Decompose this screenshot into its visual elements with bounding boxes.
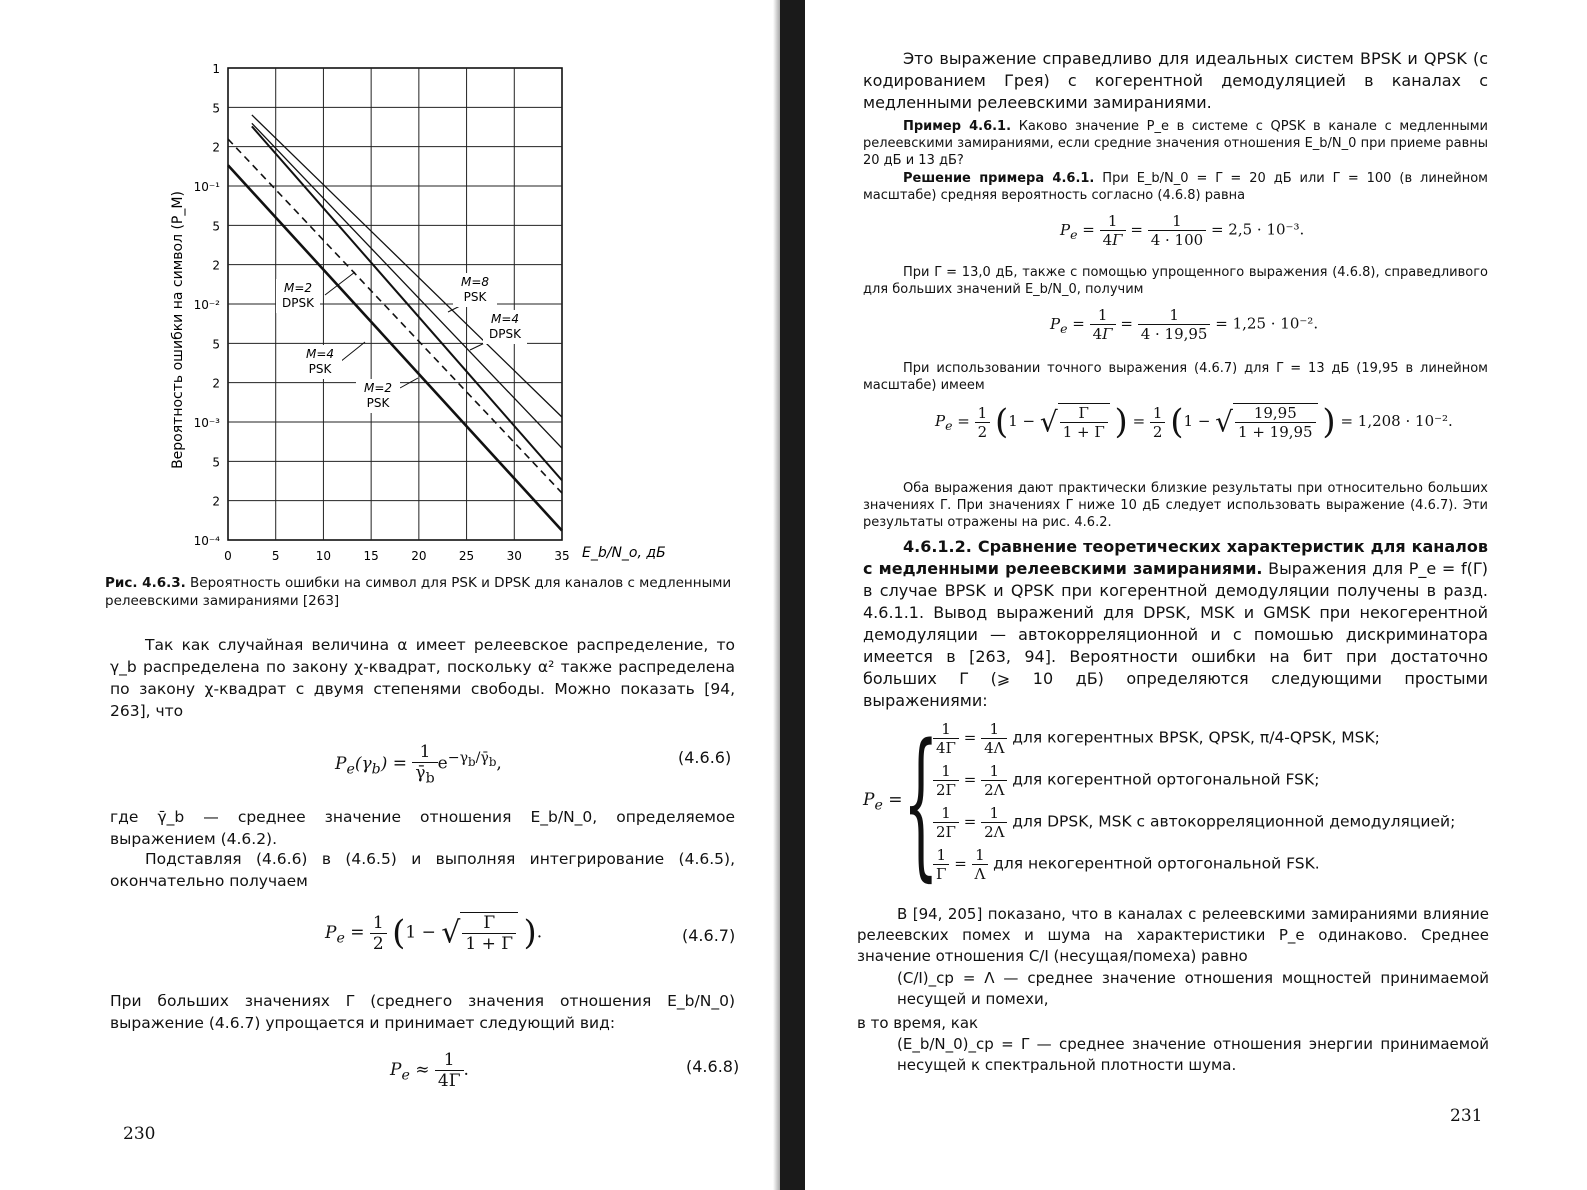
- piecewise-formula: $P_e$ = { $\frac{1}{4\Gamma}$ = $\frac{1}{4\Lambda}$ для когерентных BPSK, QPSK, π/4-QPSK, MSK; $\frac{1}{2\Gamma}$ = $\frac{1}{2\Lambda}$ для когерентной ортогональной FSK; $\frac{1}{2\Gamma}$ = $\frac{1}{2\Lambda}$ для DPSK, MSK с автокорреляционной демодуляцией; $\frac{1}{\Gamma}$ = $\frac{1}{\Lambda}$ для некогерентной ортогональной FSK.: [863, 709, 1456, 896]
- y-tick-label: 5: [212, 455, 220, 470]
- formula-result-20db: $P_e$ = $\frac{1}{4\Gamma}$ = $\frac{1}{4 \cdot 100}$ = 2,5 · 10⁻³.: [1060, 212, 1305, 249]
- y-tick-label: 5: [212, 337, 220, 352]
- text-while: в то время, как: [857, 1014, 979, 1032]
- equation-number-468: (4.6.8): [686, 1057, 740, 1076]
- y-tick-label: 2: [212, 376, 220, 391]
- curve-label-type: PSK: [366, 396, 390, 410]
- x-tick-label: 5: [271, 549, 280, 563]
- definition-ci: (C/I)_ср = Λ — среднее значение отношения мощностей принимаемой несущей и помехи,: [897, 969, 1489, 1008]
- case-row-1: $\frac{1}{4\Gamma}$ = $\frac{1}{4\Lambda}$ для когерентных BPSK, QPSK, π/4-QPSK, MSK;: [933, 720, 1380, 757]
- formula-468: $P_e$ ≈ $\frac{1}{4\Gamma}$ .: [390, 1050, 469, 1091]
- y-tick-label: 5: [212, 219, 220, 234]
- figure-caption: [105, 574, 735, 610]
- x-tick-label: 30: [506, 549, 522, 563]
- case-row-4: $\frac{1}{\Gamma}$ = $\frac{1}{\Lambda}$ для некогерентной ортогональной FSK.: [933, 846, 1320, 883]
- formula-result-13db: $P_e$ = $\frac{1}{4\Gamma}$ = $\frac{1}{4 \cdot 19,95}$ = 1,25 · 10⁻².: [1050, 306, 1319, 343]
- left-page: [0, 0, 780, 1190]
- y-tick-label: 10⁻²: [193, 298, 220, 312]
- equation-number-467: (4.6.7): [682, 926, 736, 945]
- y-tick-label: 5: [212, 101, 220, 116]
- case-row-3: $\frac{1}{2\Gamma}$ = $\frac{1}{2\Lambda}$ для DPSK, MSK с автокорреляционной демодуляцией;: [933, 804, 1455, 841]
- paragraph-interference: В [94, 205] показано, что в каналах с релеевскими замираниями влияние релеевских помех и шума на характеристики P_e одинаково. Среднее значение отношения C/I (несущая/помеха) равно: [857, 905, 1489, 965]
- curve-label-leader: [340, 342, 365, 362]
- x-tick-labels: [224, 549, 569, 563]
- y-tick-label: 2: [212, 494, 220, 509]
- curve-m-2-psk: [228, 165, 562, 530]
- example-label: Пример 4.6.1.: [903, 119, 1012, 134]
- book-spine: [780, 0, 805, 1190]
- section-heading: 4.6.1.2. Сравнение теоретических характеристик для каналов с медленными релеевскими замираниями.: [863, 537, 1488, 578]
- y-tick-label: 10⁻⁴: [193, 534, 220, 548]
- y-tick-label: 10⁻³: [193, 416, 220, 430]
- curve-label-m: M=2: [363, 381, 393, 395]
- result-13db: = 1,25 · 10⁻².: [1215, 314, 1319, 333]
- paragraph-rayleigh: Так как случайная величина α имеет релеевское распределение, то γ_b распределена по закону χ-квадрат, поскольку α² также распределена по закону χ-квадрат с двумя степенями свободы. Можно показать [94, 263], что: [110, 636, 735, 720]
- x-tick-label: 0: [224, 549, 232, 563]
- case-row-2: $\frac{1}{2\Gamma}$ = $\frac{1}{2\Lambda}$ для когерентной ортогональной FSK;: [933, 762, 1319, 799]
- curve-label-type: PSK: [308, 362, 332, 376]
- paragraph-validity: Это выражение справедливо для идеальных систем BPSK и QPSK (с кодированием Грея) с когерентной демодуляцией в каналах с медленными релеевскими замираниями.: [863, 49, 1488, 112]
- error-probability-chart: [150, 40, 710, 580]
- x-tick-label: 35: [554, 549, 570, 563]
- x-tick-label: 20: [411, 549, 427, 563]
- y-tick-labels: [194, 62, 221, 548]
- curve-label-m: M=2: [283, 281, 313, 295]
- paragraph-exact: При использовании точного выражения (4.6.7) для Γ = 13 дБ (19,95 в линейном масштабе) имеем: [863, 361, 1488, 393]
- example-text: Каково значение P_e в системе с QPSK в канале с медленными релеевскими замираниями, если средние значения отношения E_b/N_0 при приеме равны 20 дБ и 13 дБ?: [863, 119, 1488, 168]
- paragraph-13db: При Γ = 13,0 дБ, также с помощью упрощенного выражения (4.6.8), справедливого для больших значений E_b/N_0, получим: [863, 265, 1488, 297]
- y-tick-label: 10⁻¹: [193, 180, 220, 194]
- x-tick-label: 10: [315, 549, 332, 563]
- figure-caption-text: Вероятность ошибки на символ для PSK и DPSK для каналов с медленными релеевскими замираниями [263]: [105, 575, 732, 609]
- definition-eb: (E_b/N_0)_ср = Γ — среднее значение отношения энергии принимаемой несущей к спектральной плотности шума.: [897, 1035, 1489, 1074]
- paragraph-large-gamma: При больших значениях Γ (среднего значения отношения E_b/N_0) выражение (4.6.7) упрощается и принимает следующий вид:: [110, 992, 735, 1032]
- right-page: [805, 0, 1587, 1190]
- y-tick-label: 1: [212, 62, 220, 76]
- curve-label-m: M=4: [305, 347, 335, 361]
- solution-text: При E_b/N_0 = Γ = 20 дБ или Γ = 100 (в линейном масштабе) средняя вероятность согласно (4.6.8) равна: [863, 171, 1488, 203]
- solution-block: [863, 170, 1488, 204]
- section-4612: [863, 536, 1488, 712]
- solution-label: Решение примера 4.6.1.: [903, 171, 1095, 186]
- formula-result-exact: $P_e$ = $\frac{1}{2}$ (1 − √ $\frac{\Gamma}{1 + \Gamma}$ ) = $\frac{1}{2}$ (1 − √ $\frac{19,95}{1 + 19,95}$ ) = 1,208 · 10⁻².: [935, 402, 1453, 442]
- formula-467: $P_e$ = $\frac{1}{2}$ (1 − √ $\frac{\Gamma}{1 + \Gamma}$ ).: [325, 912, 543, 954]
- curve-label-type: DPSK: [282, 296, 314, 310]
- y-axis-label: Вероятность ошибки на символ (P_M): [170, 191, 186, 469]
- paragraph-mean-value: где γ̄_b — среднее значение отношения E_b/N_0, определяемое выражением (4.6.2).: [110, 808, 735, 848]
- formula-466: $P_e(\gamma_b)$ = $\frac{1}{\gammā_b}$ $e^{-\gamma_b/\gammā_b}$,: [335, 742, 502, 787]
- result-20db: = 2,5 · 10⁻³.: [1210, 220, 1305, 239]
- paragraph-both-expressions: Оба выражения дают практически близкие результаты при относительно больших значениях Γ. При значениях Γ ниже 10 дБ следует использовать выражение (4.6.7). Эти результаты отражены на рис. 4.6.2.: [863, 481, 1488, 530]
- x-tick-label: 25: [458, 549, 475, 563]
- curve-label-type: PSK: [463, 290, 487, 304]
- figure-caption-label: Рис. 4.6.3.: [105, 575, 186, 591]
- curve-labels: [276, 272, 527, 413]
- curve-label-type: DPSK: [489, 327, 521, 341]
- section-text: Выражения для P_e = f(Γ) в случае BPSK и QPSK при когерентной демодуляции получены в разд. 4.6.1.1. Вывод выражений для DPSK, MSK и GMSK при некогерентной демодуляции — автокорреляционной и с помошью дискриминатора имеется в [263, 94]. Вероятности ошибки на бит при достаточно больших Γ (⩾ 10 дБ) определяются следующими простыми выражениями:: [863, 559, 1488, 710]
- page-number-left: 230: [123, 1124, 156, 1144]
- x-axis-label: E_b/N_o, дБ: [582, 545, 666, 561]
- curve-label-m: M=8: [460, 275, 490, 289]
- page-number-right: 231: [1450, 1106, 1483, 1126]
- y-tick-label: 2: [212, 140, 220, 155]
- equation-number-466: (4.6.6): [678, 748, 732, 767]
- y-tick-label: 2: [212, 258, 220, 273]
- example-block: [863, 118, 1488, 169]
- curve-label-m: M=4: [490, 312, 520, 326]
- paragraph-substitution: Подставляя (4.6.6) в (4.6.5) и выполняя интегрирование (4.6.5), окончательно получаем: [110, 850, 735, 890]
- x-tick-label: 15: [363, 549, 379, 563]
- result-exact: = 1,208 · 10⁻².: [1340, 412, 1453, 430]
